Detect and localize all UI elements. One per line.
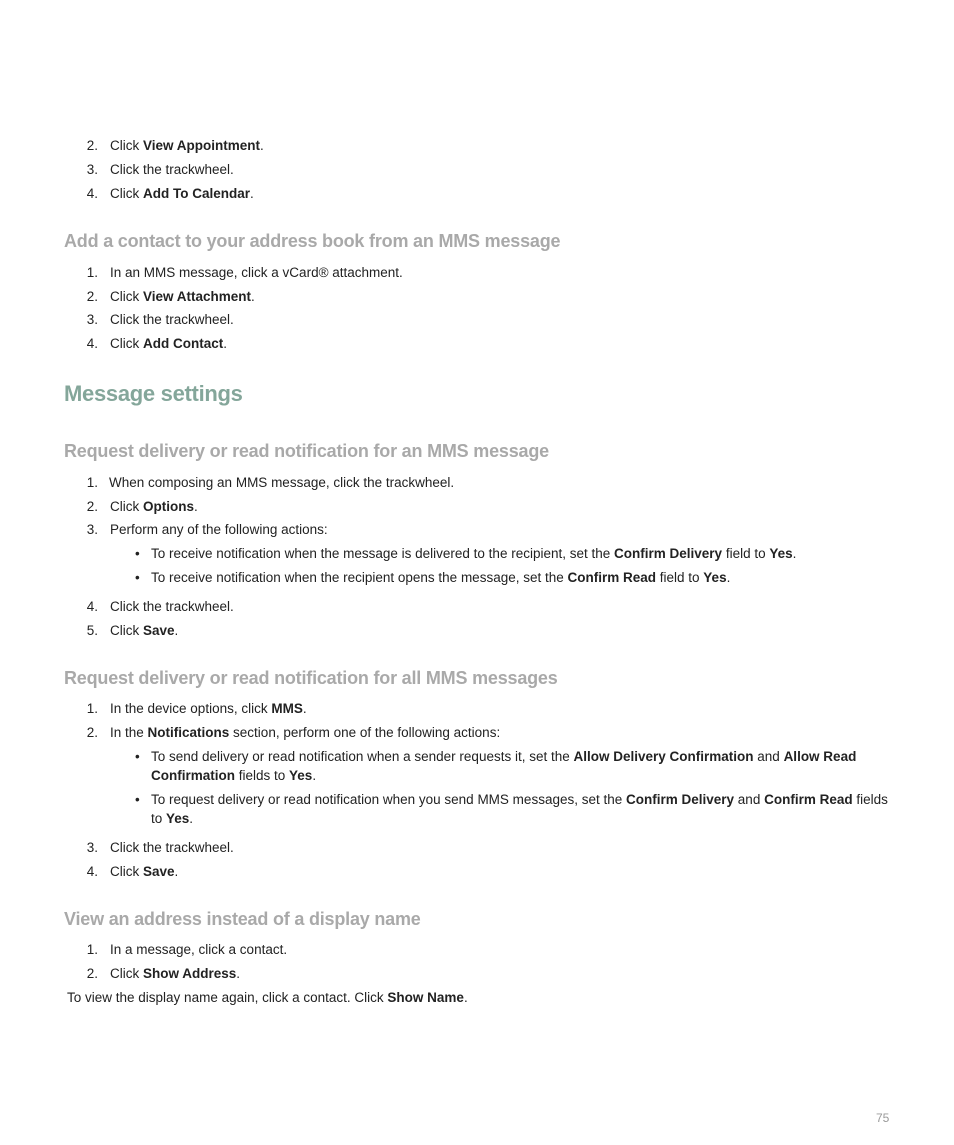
note-text: To view the display name again, click a contact. Click Show Name. bbox=[67, 990, 468, 1005]
step-number: 4. bbox=[86, 336, 98, 351]
step-number: 1. bbox=[86, 265, 98, 280]
step-text: Click the trackwheel. bbox=[110, 599, 234, 614]
bullet-marker: • bbox=[135, 570, 140, 585]
bullet-text-line: To request delivery or read notification when you send MMS messages, set the Confirm Delivery and Confirm Read fields bbox=[151, 792, 888, 807]
step-number: 2. bbox=[86, 725, 98, 740]
step-text: Click Options. bbox=[110, 499, 198, 514]
step-text: In the Notifications section, perform one of the following actions: bbox=[110, 725, 501, 740]
bullet-text-line: To send delivery or read notification when a sender requests it, set the Allow Delivery Confirmation and Allow Read bbox=[151, 749, 857, 764]
bullet-text: To receive notification when the recipient opens the message, set the Confirm Read field to Yes. bbox=[151, 570, 731, 585]
step-text: Click the trackwheel. bbox=[110, 840, 234, 855]
step-number: 2. bbox=[86, 966, 98, 981]
step-number: 3. bbox=[86, 522, 98, 537]
step-number: 4. bbox=[86, 864, 98, 879]
step-number: 3. bbox=[86, 840, 98, 855]
page-title: Message settings bbox=[64, 381, 243, 406]
bullet-text-line: Confirmation fields to Yes. bbox=[151, 768, 317, 783]
bullet-text: To receive notification when the message is delivered to the recipient, set the Confirm Delivery field to Yes. bbox=[151, 546, 797, 561]
step-number: 2. bbox=[86, 499, 98, 514]
step-text: Click View Attachment. bbox=[110, 289, 255, 304]
step-number: 3. bbox=[86, 312, 98, 327]
step-text: Click Add Contact. bbox=[110, 336, 228, 351]
bullet-marker: • bbox=[135, 749, 140, 764]
step-number: 4. bbox=[86, 599, 98, 614]
step-text: Click Save. bbox=[110, 623, 179, 638]
step-text: In a message, click a contact. bbox=[110, 942, 288, 957]
bullet-marker: • bbox=[135, 546, 140, 561]
step-text: Click Save. bbox=[110, 864, 179, 879]
step-number: 1. bbox=[86, 475, 98, 490]
step-text: Click the trackwheel. bbox=[110, 162, 234, 177]
step-number: 2. bbox=[86, 138, 98, 153]
section-heading-view-address: View an address instead of a display name bbox=[64, 909, 421, 929]
step-number: 1. bbox=[86, 701, 98, 716]
step-text: Click Add To Calendar. bbox=[110, 186, 254, 201]
section-heading-request-one: Request delivery or read notification for an MMS message bbox=[64, 441, 549, 461]
bullet-marker: • bbox=[135, 792, 140, 807]
step-text: Click View Appointment. bbox=[110, 138, 264, 153]
section-heading-request-all: Request delivery or read notification for all MMS messages bbox=[64, 668, 558, 688]
step-text: Perform any of the following actions: bbox=[110, 522, 328, 537]
step-text: In an MMS message, click a vCard® attachment. bbox=[110, 265, 403, 280]
bullet-text-line: to Yes. bbox=[151, 811, 194, 826]
step-number: 3. bbox=[86, 162, 98, 177]
page-number: 75 bbox=[876, 1111, 890, 1125]
step-text: Click the trackwheel. bbox=[110, 312, 234, 327]
step-number: 4. bbox=[86, 186, 98, 201]
step-number: 5. bbox=[86, 623, 98, 638]
step-text: When composing an MMS message, click the trackwheel. bbox=[109, 475, 455, 490]
step-text: Click Show Address. bbox=[110, 966, 241, 981]
step-number: 1. bbox=[86, 942, 98, 957]
section-heading-add-contact: Add a contact to your address book from an MMS message bbox=[64, 231, 561, 251]
step-text: In the device options, click MMS. bbox=[110, 701, 307, 716]
step-number: 2. bbox=[86, 289, 98, 304]
